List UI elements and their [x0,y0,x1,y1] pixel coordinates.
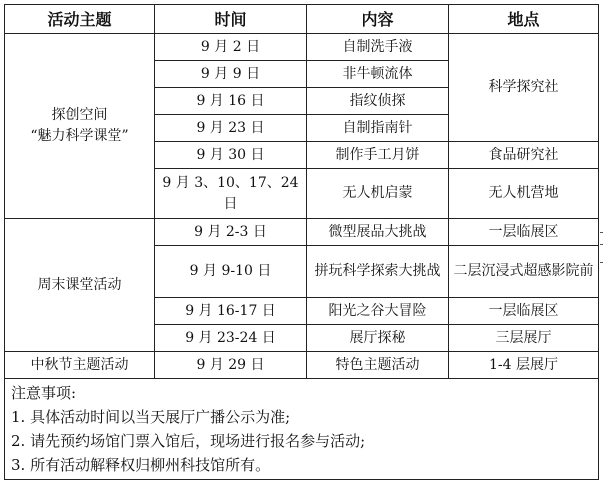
notes-item-2: 2. 请先预约场馆门票入馆后，现场进行报名参与活动; [11,432,366,450]
time-cell: 9 月 16-17 日 [155,298,307,325]
content-cell: 阳光之谷大冒险 [307,298,449,325]
header-time: 时间 [155,5,307,34]
content-cell: 特色主题活动 [307,352,449,379]
content-cell: 非牛顿流体 [307,61,449,88]
content-cell: 展厅探秘 [307,325,449,352]
location-cell: 三层展厅 [449,325,599,352]
location-cell: 一层临展区 [449,219,599,246]
time-cell: 9 月 9 日 [155,61,307,88]
notes-row [5,379,599,480]
theme-cell-weekend: 周末课堂活动 [5,219,155,352]
content-cell: 指纹侦探 [307,88,449,115]
header-theme: 活动主题 [5,5,155,34]
time-cell: 9 月 23 日 [155,115,307,142]
content-cell: 拼玩科学探索大挑战 [307,246,449,298]
theme-title-line1: 探创空间 [51,107,108,123]
table-row [5,352,599,379]
header-location: 地点 [449,5,599,34]
time-cell: 9 月 16 日 [155,88,307,115]
time-cell: 9 月 30 日 [155,142,307,169]
theme-cell-midautumn: 中秋节主题活动 [5,352,155,379]
content-cell: 无人机启蒙 [307,169,449,219]
notes-item-3: 3. 所有活动解释权归柳州科技馆所有。 [11,456,271,474]
table-row [5,219,599,246]
content-cell: 自制洗手液 [307,34,449,61]
time-cell: 9 月 2 日 [155,34,307,61]
notes-cell [5,379,599,480]
time-cell: 9 月 9-10 日 [155,246,307,298]
time-cell: 9 月 3、10、17、24 日 [155,169,307,219]
activity-schedule-table [4,4,599,480]
content-cell: 微型展品大挑战 [307,219,449,246]
location-cell: 食品研究社 [449,142,599,169]
theme-title-line2: “魅力科学课堂” [30,128,129,144]
table-row [5,34,599,61]
location-cell: 二层沉浸式超感影院前 [449,246,599,298]
location-cell: 无人机营地 [449,169,599,219]
location-cell: 1-4 层展厅 [449,352,599,379]
time-cell: 9 月 23-24 日 [155,325,307,352]
location-cell: 科学探究社 [449,34,599,142]
content-cell: 自制指南针 [307,115,449,142]
header-content: 内容 [307,5,449,34]
time-cell: 9 月 2-3 日 [155,219,307,246]
notes-title: 注意事项: [11,384,77,402]
location-cell: 一层临展区 [449,298,599,325]
notes-item-1: 1. 具体活动时间以当天展厅广播公示为准; [11,408,291,426]
time-cell: 9 月 29 日 [155,352,307,379]
content-cell: 制作手工月饼 [307,142,449,169]
theme-cell-explore [5,34,155,219]
table-header-row [5,5,599,34]
